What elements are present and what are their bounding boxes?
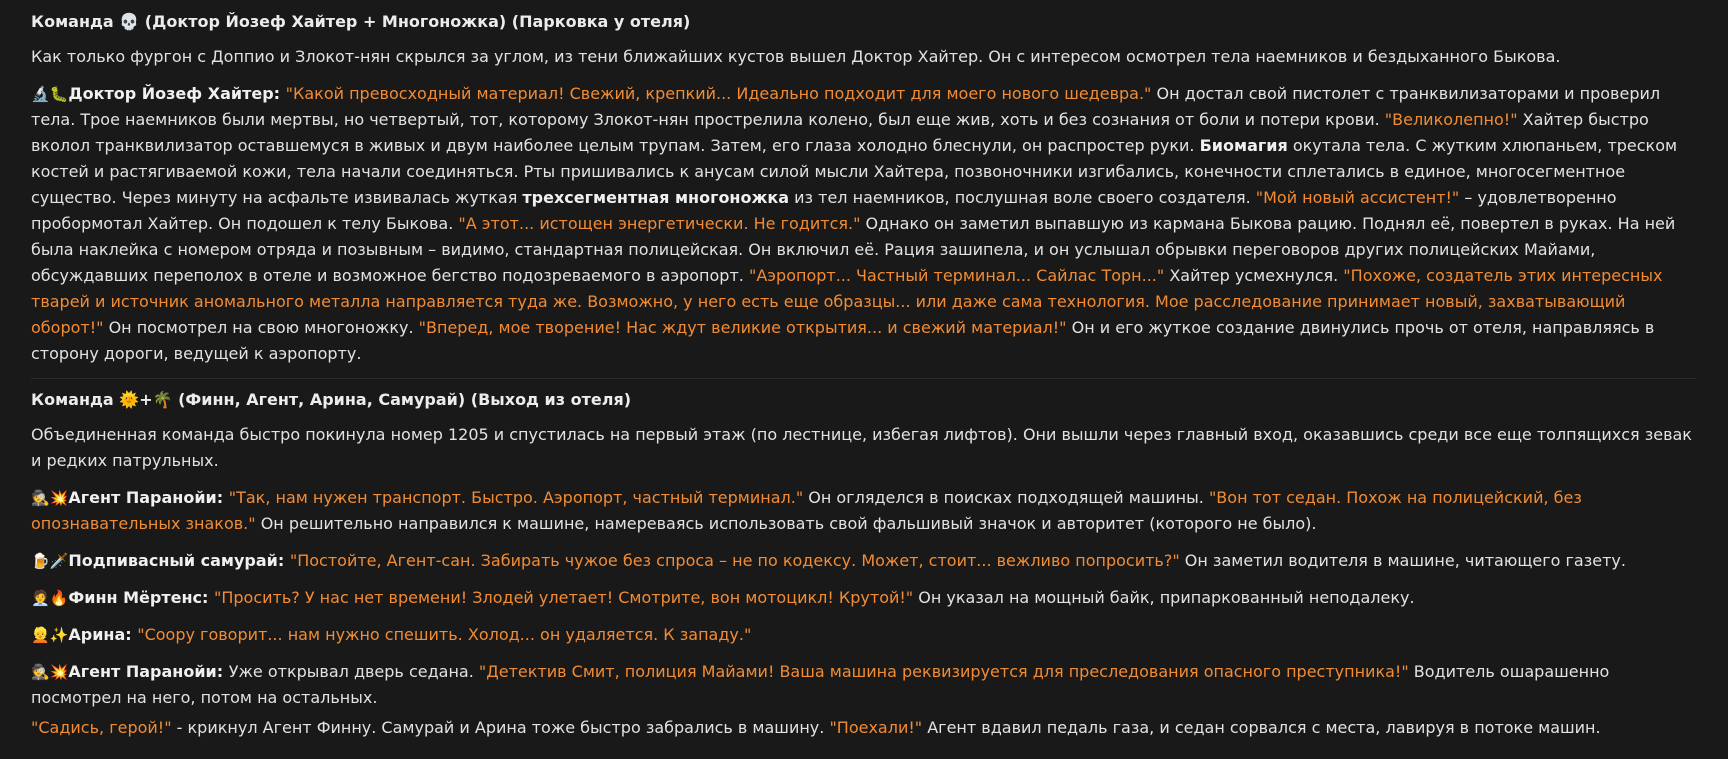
narration-text: Он огляделся в поисках подходящей машины. xyxy=(803,488,1209,507)
dialogue-quote: "Постойте, Агент-сан. Забирать чужое без спроса – не по кодексу. Может, стоит... вежливо попросить?" xyxy=(289,551,1180,570)
dialogue-quote: "Похоже, создатель этих интересных тварей и источник аномального металла направляется туда же. Возможно, у него есть еще образцы... или даже сама технология. Мое расследование принимает новый, захватывающий оборот!" xyxy=(31,266,1663,337)
story-paragraph xyxy=(31,485,1696,537)
narration-text: Он и его жуткое создание двинулись прочь от отеля, направляясь в сторону дороги, ведущей к аэропорту. xyxy=(31,318,1655,363)
speaker-name: Агент Паранойи: xyxy=(68,662,229,681)
speaker-name: Арина: xyxy=(68,625,138,644)
speaker-name: трехсегментная многоножка xyxy=(522,188,790,207)
narration-text: Он решительно направился к машине, намереваясь использовать свой фальшивый значок и авторитет (которого не было). xyxy=(255,514,1317,533)
dialogue-quote: "Вперед, мое творение! Нас ждут великие открытия... и свежий материал!" xyxy=(418,318,1067,337)
dialogue-quote: "Соору говорит... нам нужно спешить. Холод... он удаляется. К западу." xyxy=(137,625,752,644)
dialogue-quote: "Детектив Смит, полиция Майами! Ваша машина реквизируется для преследования опасного преступника!" xyxy=(478,662,1409,681)
dialogue-quote: "А этот... истощен энергетически. Не годится." xyxy=(458,214,861,233)
narration-text: Хайтер быстро вколол транквилизатор оставшемуся в живых и двум наиболее целым трупам. Затем, его глаза холодно блеснули, он распростер руки. xyxy=(31,110,1649,155)
section-divider xyxy=(31,378,1696,379)
character-emoji-icon: 🕵️💥 xyxy=(31,663,69,681)
speaker-name: Биомагия xyxy=(1199,136,1288,155)
dialogue-quote: "Вон тот седан. Похож на полицейский, без опознавательных знаков." xyxy=(31,488,1582,533)
dialogue-quote: "Просить? У нас нет времени! Злодей улетает! Смотрите, вон мотоцикл! Крутой!" xyxy=(213,588,914,607)
narration-text: Водитель ошарашенно посмотрел на него, потом на остальных. xyxy=(31,662,1610,707)
story-paragraph xyxy=(31,81,1696,367)
speaker-name: Агент Паранойи: xyxy=(68,488,229,507)
speaker-name: Финн Мёртенс: xyxy=(68,588,214,607)
story-paragraph xyxy=(31,585,1696,611)
dialogue-quote: "Так, нам нужен транспорт. Быстро. Аэропорт, частный терминал." xyxy=(228,488,804,507)
narration-text: из тел наемников, послушная воле своего создателя. xyxy=(789,188,1256,207)
speaker-name: Доктор Йозеф Хайтер: xyxy=(68,84,286,103)
character-emoji-icon: 🕵️💥 xyxy=(31,489,69,507)
narration-text: Как только фургон с Доппио и Злокот-нян скрылся за углом, из тени ближайших кустов вышел Доктор Хайтер. Он с интересом осмотрел тела наемников и бездыханного Быкова. xyxy=(31,47,1561,66)
narration-text: Объединенная команда быстро покинула номер 1205 и спустилась на первый этаж (по лестнице, избегая лифтов). Они вышли через главный вход, оказавшись среди все еще толпящихся зевак и редких патрульных. xyxy=(31,425,1692,470)
story-paragraph xyxy=(31,622,1696,648)
chat-message-body xyxy=(31,9,1696,752)
dialogue-quote: "Аэропорт... Частный терминал... Сайлас Торн..." xyxy=(748,266,1165,285)
narration-text: Он заметил водителя в машине, читающего газету. xyxy=(1179,551,1626,570)
narration-text: Однако он заметил выпавшую из кармана Быкова рацию. Поднял её, повертел в руках. На ней была наклейка с номером отряда и позывным – видимо, стандартная полицейская. Он включил её. Рация зашипела, и он услышал обрывки переговоров других полицейских Майами, обсуждавших переполох в отеле и возможное бегство подозреваемого в аэропорт. xyxy=(31,214,1676,285)
speaker-name: Подпивасный самурай: xyxy=(68,551,290,570)
character-emoji-icon: 🔬🐛 xyxy=(31,85,69,103)
story-paragraph xyxy=(31,715,1696,741)
story-paragraph xyxy=(31,548,1696,574)
narration-text: Уже открывал дверь седана. xyxy=(228,662,479,681)
dialogue-quote: "Великолепно!" xyxy=(1384,110,1518,129)
story-paragraph xyxy=(31,659,1696,711)
story-paragraph xyxy=(31,44,1696,70)
dialogue-quote: "Какой превосходный материал! Свежий, крепкий... Идеально подходит для моего нового шедевра." xyxy=(285,84,1152,103)
narration-text: - крикнул Агент Финну. Самурай и Арина тоже быстро забрались в машину. xyxy=(171,718,830,737)
narration-text: окутала тела. С жутким хлюпаньем, треском костей и растягиваемой кожи, тела начали соединяться. Рты пришивались к анусам силой мысли Хайтера, позвоночники изгибались, конечности сплетались в единое, многосегментное существо. Через минуту на асфальте извивалась жуткая xyxy=(31,136,1678,207)
narration-text: – удовлетворенно пробормотал Хайтер. Он подошел к телу Быкова. xyxy=(31,188,1617,233)
character-emoji-icon: 🧑‍💼🔥 xyxy=(31,589,69,607)
story-section xyxy=(31,387,1696,741)
dialogue-quote: "Мой новый ассистент!" xyxy=(1255,188,1460,207)
dialogue-quote: "Садись, герой!" xyxy=(31,718,172,737)
section-heading: Команда 🌞+🌴 (Финн, Агент, Арина, Самурай) (Выход из отеля) xyxy=(31,390,632,409)
character-emoji-icon: 🍺🗡️ xyxy=(31,552,69,570)
narration-text: Он достал свой пистолет с транквилизаторами и проверил тела. Трое наемников были мертвы, но четвертый, тот, которому Злокот-нян прострелила колено, был еще жив, хоть и без сознания от боли и потери крови. xyxy=(31,84,1661,129)
story-section xyxy=(31,9,1696,367)
dialogue-quote: "Поехали!" xyxy=(829,718,923,737)
narration-text: Агент вдавил педаль газа, и седан сорвался с места, лавируя в потоке машин. xyxy=(922,718,1601,737)
narration-text: Он посмотрел на свою многоножку. xyxy=(103,318,419,337)
story-paragraph xyxy=(31,422,1696,474)
section-heading: Команда 💀 (Доктор Йозеф Хайтер + Многоножка) (Парковка у отеля) xyxy=(31,12,691,31)
narration-text: Хайтер усмехнулся. xyxy=(1164,266,1344,285)
narration-text: Он указал на мощный байк, припаркованный неподалеку. xyxy=(913,588,1415,607)
character-emoji-icon: 👱✨ xyxy=(31,626,69,644)
